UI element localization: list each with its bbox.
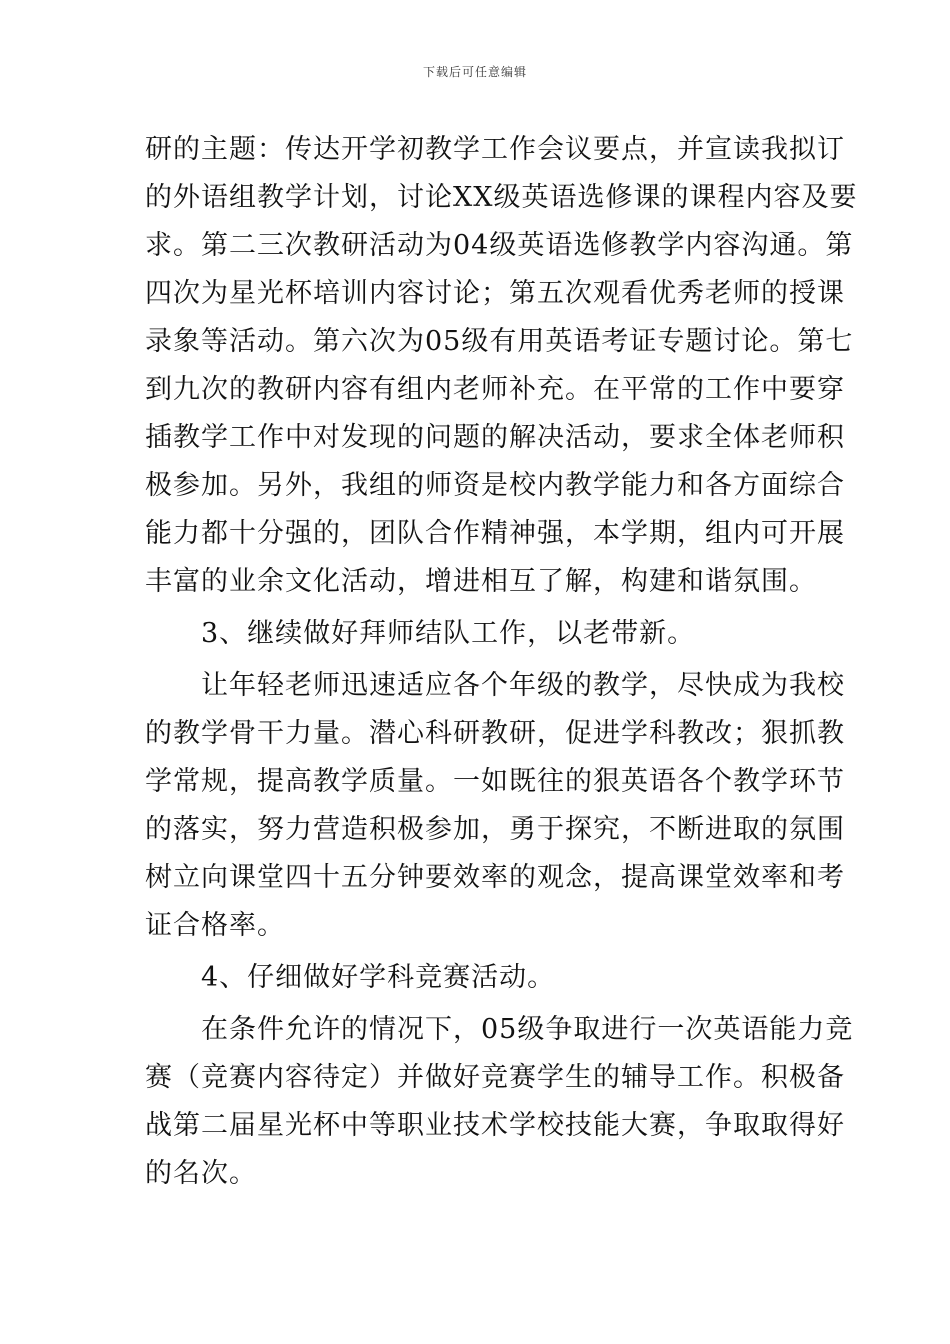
text-line: 树立向课堂四十五分钟要效率的观念，提高课堂效率和考	[145, 862, 845, 893]
text-line: 插教学工作中对发现的问题的解决活动，要求全体老师积	[145, 422, 845, 453]
text-line: 录象等活动。第六次为05级有用英语考证专题讨论。第七	[145, 326, 854, 357]
text-line: 求。第二三次教研活动为04级英语选修教学内容沟通。第	[145, 230, 854, 261]
text-line: 的名次。	[145, 1158, 257, 1189]
text-line: 在条件允许的情况下，05级争取进行一次英语能力竞	[145, 1014, 854, 1045]
page-header: 下载后可任意编辑	[422, 65, 527, 79]
text-line: 学常规，提高教学质量。一如既往的狠英语各个教学环节	[145, 766, 845, 797]
text-line: 能力都十分强的，团队合作精神强，本学期，组内可开展	[145, 518, 845, 549]
heading-text: 3、继续做好拜师结队工作，以老带新。	[145, 618, 696, 649]
text-line: 四次为星光杯培训内容讨论；第五次观看优秀老师的授课	[145, 278, 845, 309]
document-body	[145, 126, 858, 1198]
text-line: 研的主题：传达开学初教学工作会议要点，并宣读我拟订	[145, 134, 845, 165]
text-line: 到九次的教研内容有组内老师补充。在平常的工作中要穿	[145, 374, 845, 405]
paragraph-competition	[145, 1006, 854, 1198]
text-line: 的外语组教学计划，讨论XX级英语选修课的课程内容及要	[145, 182, 858, 213]
text-line: 战第二届星光杯中等职业技术学校技能大赛，争取取得好	[145, 1110, 845, 1141]
paragraph-young-teachers	[145, 662, 845, 950]
text-line: 赛（竞赛内容待定）并做好竞赛学生的辅导工作。积极备	[145, 1062, 845, 1093]
text-line: 的落实，努力营造积极参加，勇于探究，不断进取的氛围	[145, 814, 845, 845]
section-heading-3	[145, 610, 815, 658]
text-line: 让年轻老师迅速适应各个年级的教学，尽快成为我校	[145, 670, 845, 701]
paragraph-teaching-research	[145, 126, 858, 606]
text-line: 证合格率。	[145, 910, 285, 941]
heading-text: 4、仔细做好学科竞赛活动。	[145, 962, 556, 993]
text-line: 的教学骨干力量。潜心科研教研，促进学科教改；狠抓教	[145, 718, 845, 749]
text-line: 极参加。另外，我组的师资是校内教学能力和各方面综合	[145, 470, 845, 501]
section-heading-4	[145, 954, 815, 1002]
text-line: 丰富的业余文化活动，增进相互了解，构建和谐氛围。	[145, 566, 817, 597]
